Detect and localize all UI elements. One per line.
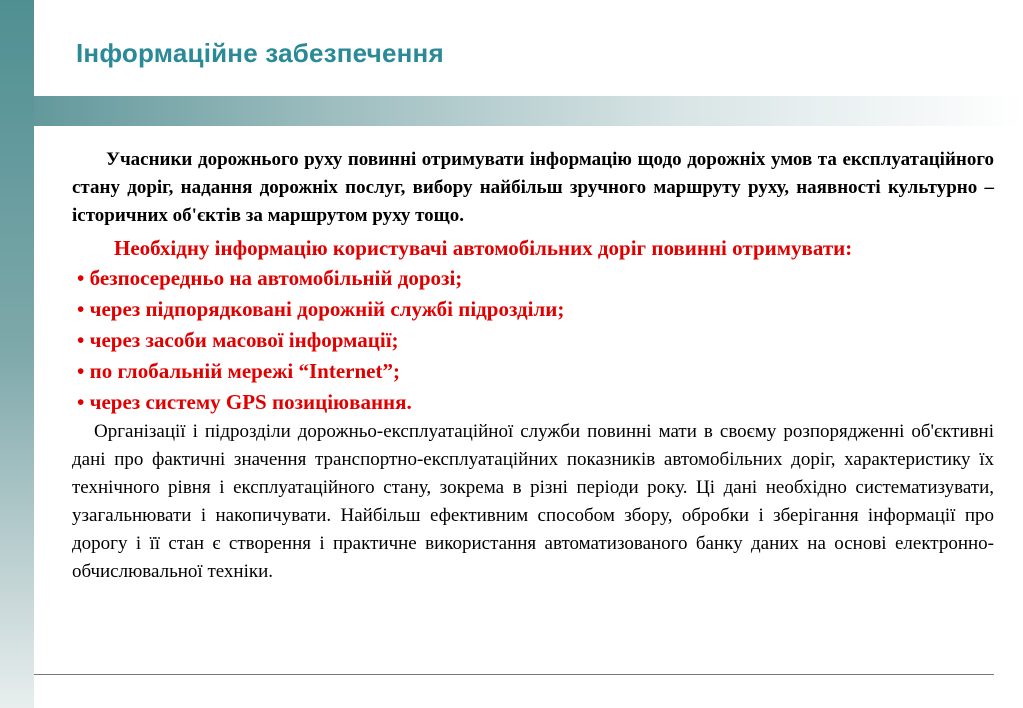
left-decorative-bar — [0, 0, 34, 708]
bottom-divider — [34, 674, 994, 675]
requirement-paragraph: Необхідну інформацію користувачі автомобільних доріг повинні отримувати: — [114, 236, 853, 260]
organizations-paragraph: Організації і підрозділи дорожньо-експлуатаційної служби повинні мати в своєму розпорядженні об'єктивні дані про фактичні значення транспортно-експлуатаційних показників автомобільних доріг, характеристику їх технічного рівня і експлуатаційного стану, зокрема в різні періоди року. Ці дані необхідно систематизувати, узагальнювати і накопичувати. Найбільш ефективним способом збору, обробки і зберігання інформації про дорогу і її стан є створення і практичне використання автоматизованого банку даних на основі електронно-обчислювальної техніки. — [72, 421, 994, 582]
channel-list — [72, 263, 994, 418]
slide-title: Інформаційне забезпечення — [76, 38, 444, 68]
intro-paragraph: Учасники дорожнього руху повинні отримувати інформацію щодо дорожніх умов та експлуатаційного стану доріг, надання дорожніх послуг, вибору найбільш зручного маршруту руху, наявності культурно – історичних об'єктів за маршрутом руху тощо. — [72, 149, 994, 226]
list-item: • через систему GPS позиціювання. — [77, 390, 412, 414]
list-item: • через засоби масової інформації; — [77, 328, 399, 352]
list-item: • через підпорядковані дорожній службі підрозділи; — [77, 297, 565, 321]
list-item: • по глобальній мережі “Internet”; — [77, 359, 400, 383]
slide-content — [72, 146, 994, 586]
title-gradient-band — [34, 96, 1023, 126]
list-item: • безпосередньо на автомобільній дорозі; — [77, 266, 463, 290]
